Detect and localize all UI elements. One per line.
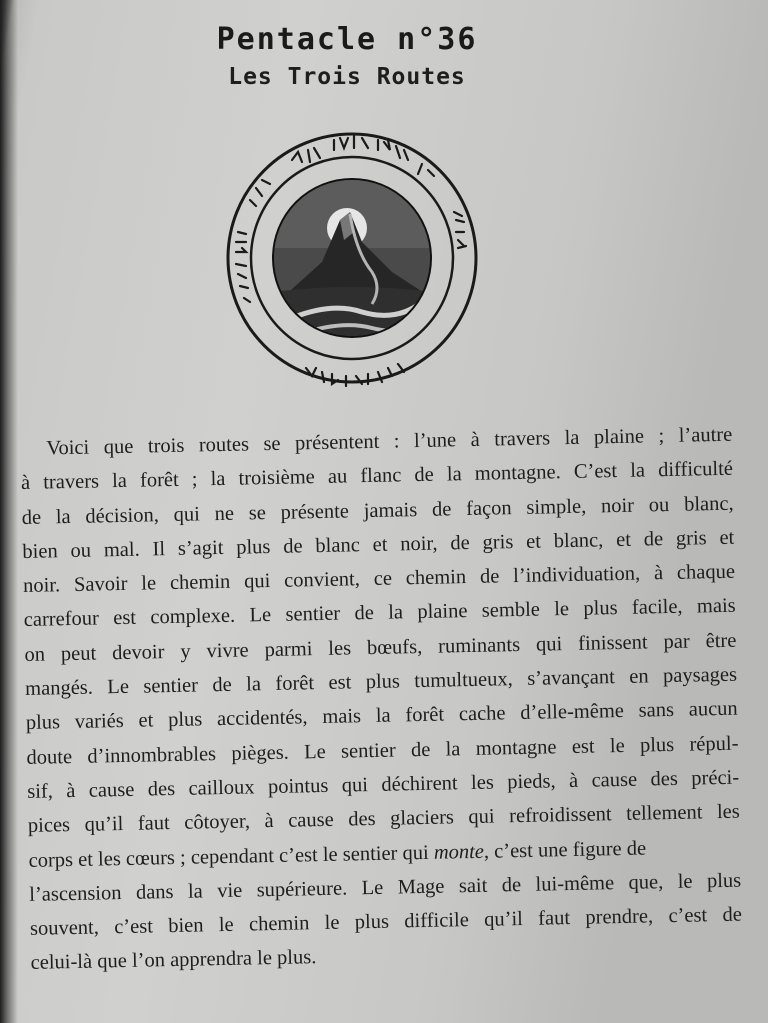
- text-segment: corps et les cœurs ; cependant c’est le sentier qui: [28, 841, 429, 872]
- page-subtitle: Les Trois Routes: [228, 64, 466, 90]
- text-line: souvent, c’est bien le chemin le plus difficile qu’il faut prendre, c’est de: [29, 903, 743, 941]
- text-line: bien ou mal. Il s’agit plus de blanc et noir, de gris et blanc, et de gris et: [22, 526, 735, 563]
- text-line: doute d’innombrables pièges. Le sentier de la montagne est le plus répul-: [26, 732, 739, 769]
- text-segment: , c’est une figure de: [483, 837, 647, 863]
- page-title: Pentacle n°36: [216, 22, 478, 57]
- page-gutter-shadow: [0, 0, 18, 1023]
- pentacle-seal-icon: [222, 122, 482, 402]
- text-line: on peut devoir y vivre parmi les bœufs, ruminants qui finissent par être: [24, 629, 737, 666]
- text-line: de la décision, qui ne se présente jamais de façon simple, noir ou blanc,: [21, 492, 734, 529]
- text-line: sif, à cause des cailloux pointus qui déchirent les pieds, à cause des préci-: [27, 766, 740, 803]
- text-line: Voici que trois routes se présentent : l’une à travers la plaine ; l’autre: [46, 423, 733, 460]
- text-line: celui-là que l’on apprendra le plus.: [30, 946, 317, 975]
- text-line: à travers la forêt ; la troisième au flanc de la montagne. C’est la difficulté: [20, 457, 734, 495]
- text-line: noir. Savoir le chemin qui convient, ce chemin de l’individuation, à chaque: [22, 560, 736, 598]
- text-line: plus variés et plus accidentés, mais la forêt cache d’elle-même sans aucun: [25, 698, 738, 735]
- text-line: l’ascension dans la vie supérieure. Le Mage sait de lui-même que, le plus: [29, 869, 742, 906]
- text-line: pices qu’il faut côtoyer, à cause des glaciers qui refroidissent tellement les: [27, 800, 740, 838]
- body-paragraph: [20, 418, 743, 981]
- text-line: mangés. Le sentier de la forêt est plus tumultueux, s’avançant en paysages: [24, 663, 738, 701]
- emphasis-word: monte: [433, 840, 485, 864]
- text-line: carrefour est complexe. Le sentier de la plaine semble le plus facile, mais: [23, 595, 736, 632]
